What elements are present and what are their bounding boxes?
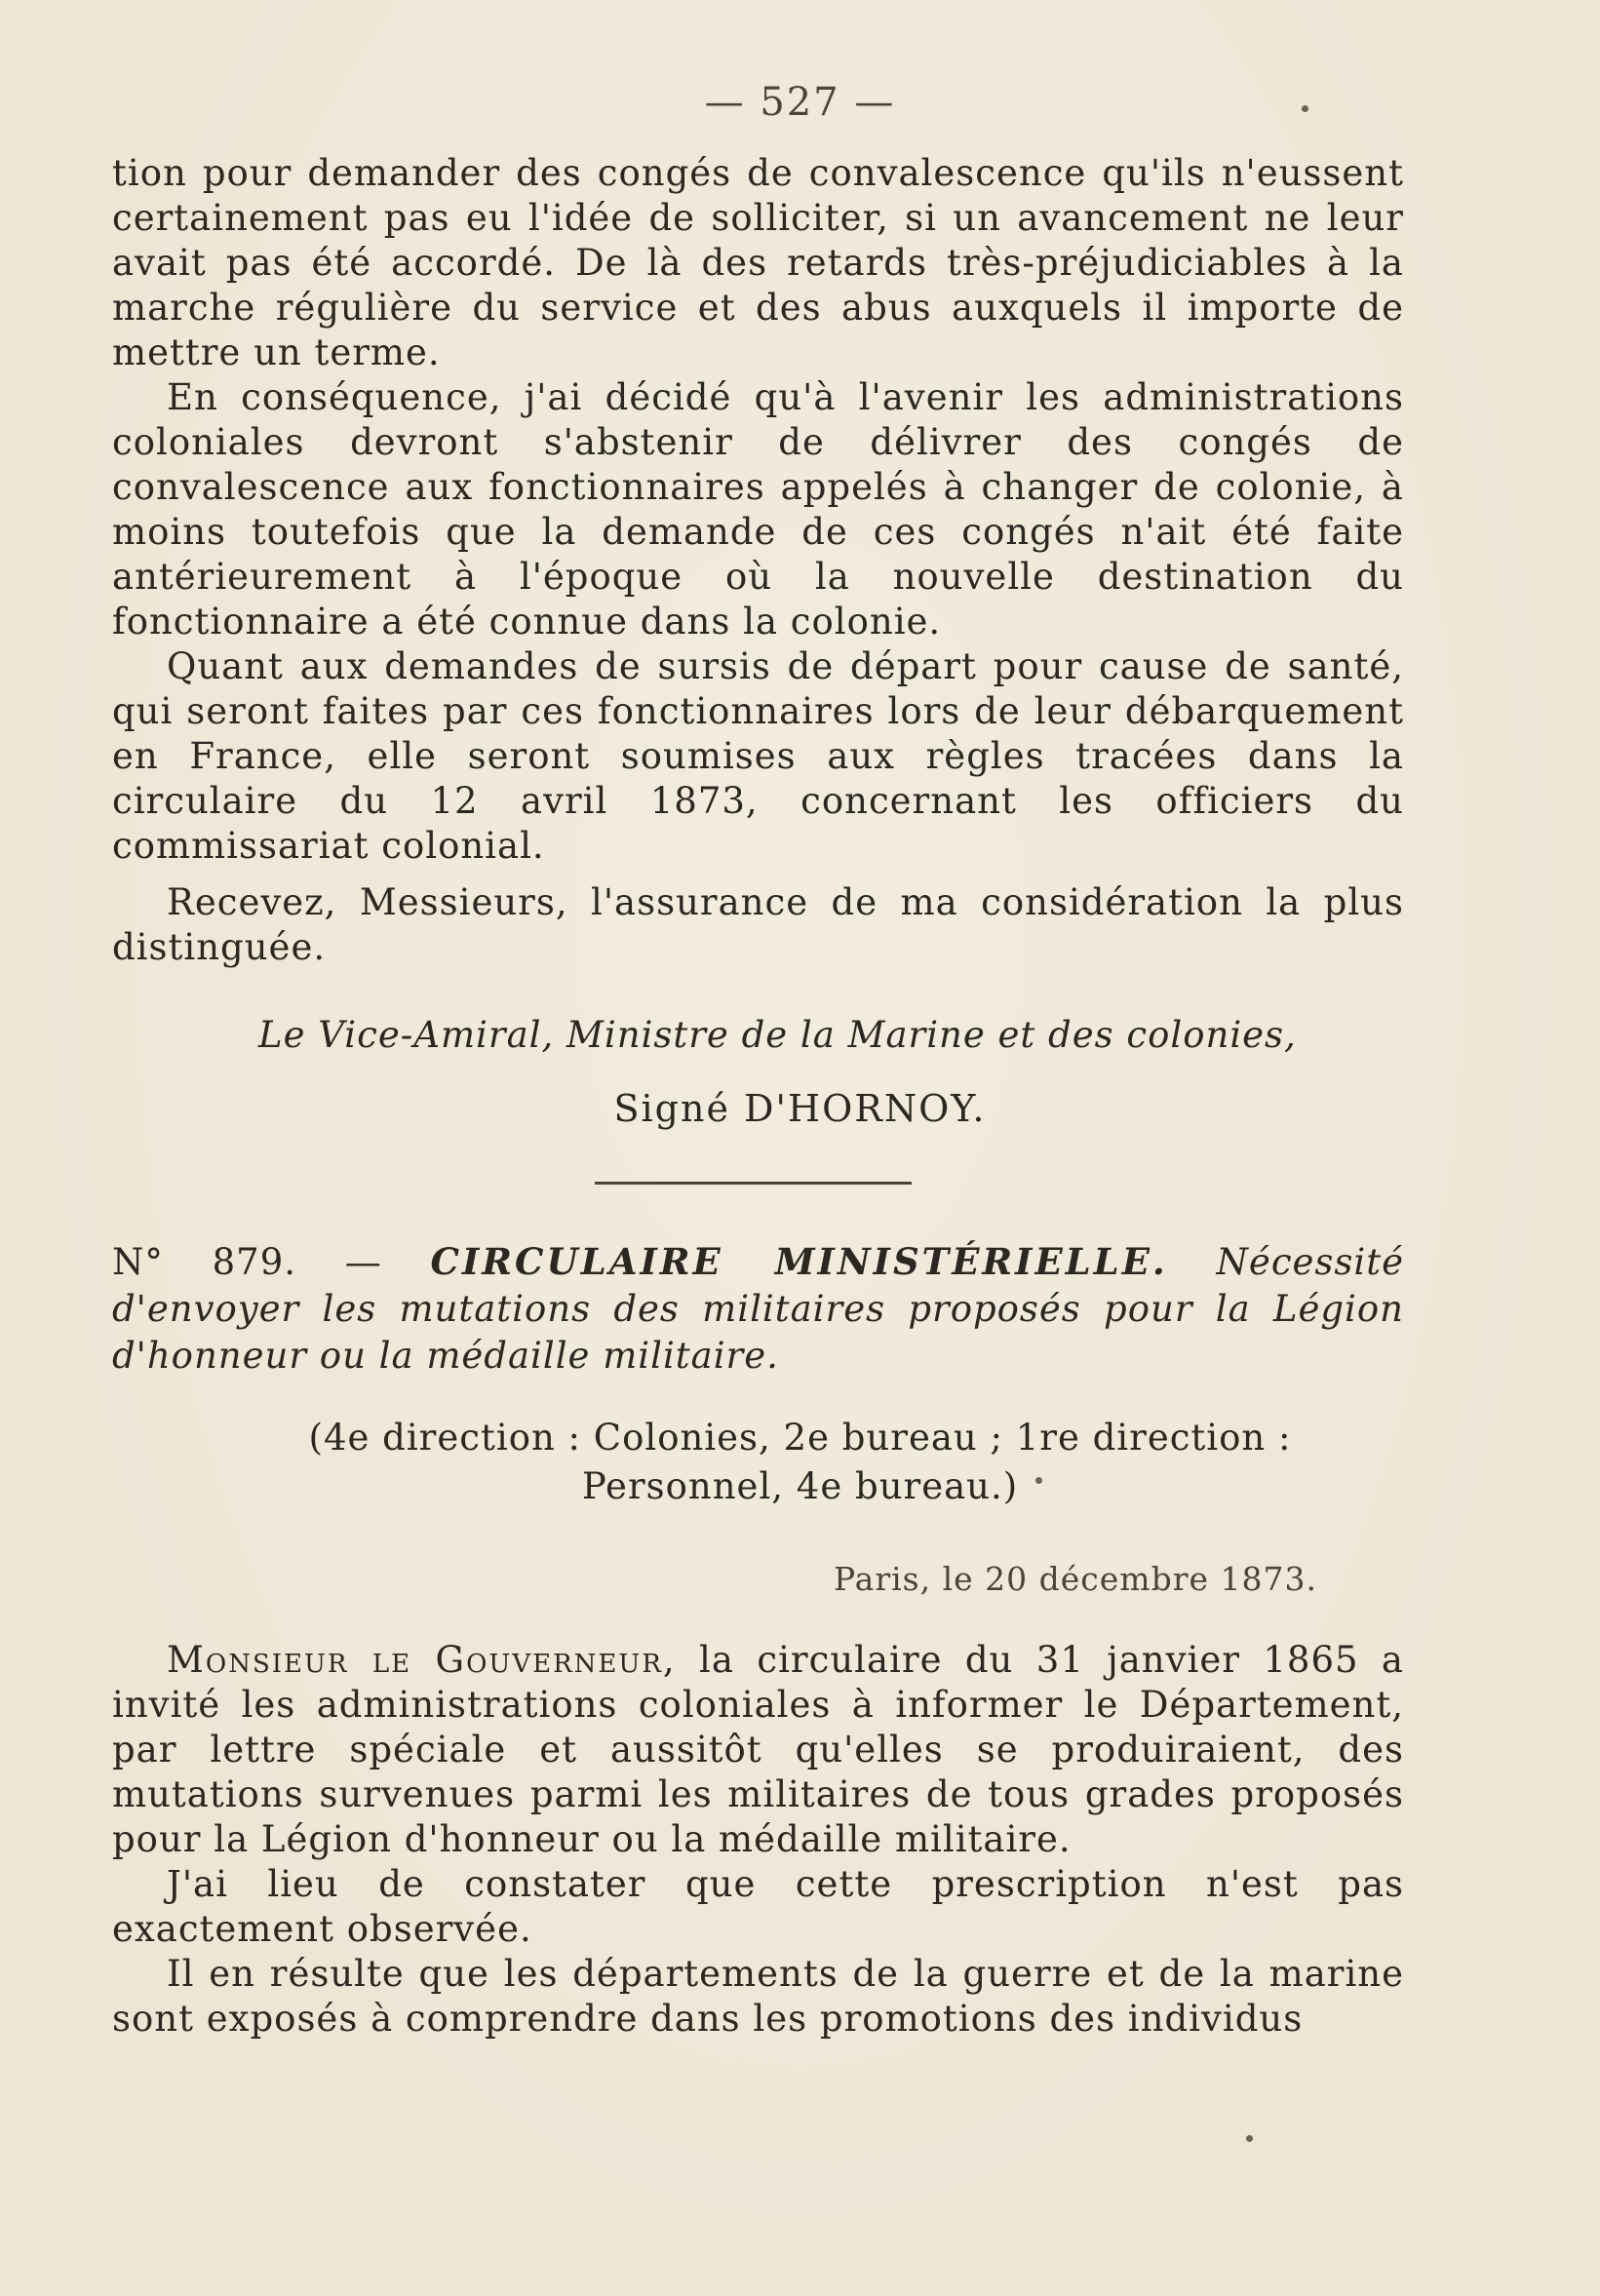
direction-line: Personnel, 4e bureau.) [581,1465,1019,1507]
signatory-name: Signé D'HORNOY. [613,1087,987,1130]
salutation: Monsieur le Gouverneur, [167,1639,677,1681]
circular-number: N° 879. — [112,1241,382,1283]
circular-heading [112,1238,1404,1380]
page-number: — 527 — [704,80,896,125]
paragraph [112,1638,1404,1862]
paragraph: tion pour demander des congés de convalescence qu'ils n'eussent certainement pas eu l'idée de solliciter, si un avancement ne leur avait pas été accordé. De là des retards très-préjudiciables à la marche régulière du service et des abus auxquels il importe de mettre un terme. [112,152,1404,373]
paragraph: Quant aux demandes de sursis de départ pour cause de santé, qui seront faites par ces fonctionnaires lors de leur débarquement en France, elle seront soumises aux règles tracées dans la circulaire du 12 avril 1873, concernant les officiers du commissariat colonial. [112,645,1404,867]
circular-type: CIRCULAIRE MINISTÉRIELLE. [430,1240,1168,1283]
circular-subject: Nécessité d'envoyer les mutations des militaires proposés pour la Légion d'honneur ou la médaille militaire. [112,1241,1405,1377]
paragraph: Il en résulte que les départements de la guerre et de la marine sont exposés à comprendre dans les promotions des individus [112,1953,1404,2040]
paper-speck [1246,2135,1253,2142]
paper-speck [1035,1477,1042,1484]
paper-speck [1302,105,1308,112]
direction-note [0,1414,1600,1511]
section-divider [595,1182,912,1185]
paragraph-text: la circulaire du 31 janvier 1865 a invité les administrations coloniales à informer le Département, par lettre spéciale et aussitôt qu'elles se produiraient, des mutations survenues parmi les militaires de tous grades proposés pour la Légion d'honneur ou la médaille militaire. [112,1639,1404,1860]
paragraph: J'ai lieu de constater que cette prescription n'est pas exactement observée. [112,1863,1404,1950]
circular-body [112,1638,1404,2042]
closing-formula: Recevez, Messieurs, l'assurance de ma considération la plus distinguée. [112,881,1404,968]
direction-line: (4e direction : Colonies, 2e bureau ; 1re direction : [308,1417,1292,1459]
signatory-title: Le Vice-Amiral, Ministre de la Marine et des colonies, [258,1014,1297,1056]
paragraph: En conséquence, j'ai décidé qu'à l'avenir les administrations coloniales devront s'abstenir de délivrer des congés de convalescence aux fonctionnaires appelés à changer de colonie, à moins toutefois que la demande de ces congés n'ait été faite antérieurement à l'époque où la nouvelle destination du fonctionnaire a été connue dans la colonie. [112,376,1404,642]
continuation-text [112,151,1404,970]
dateline: Paris, le 20 décembre 1873. [833,1560,1317,1598]
